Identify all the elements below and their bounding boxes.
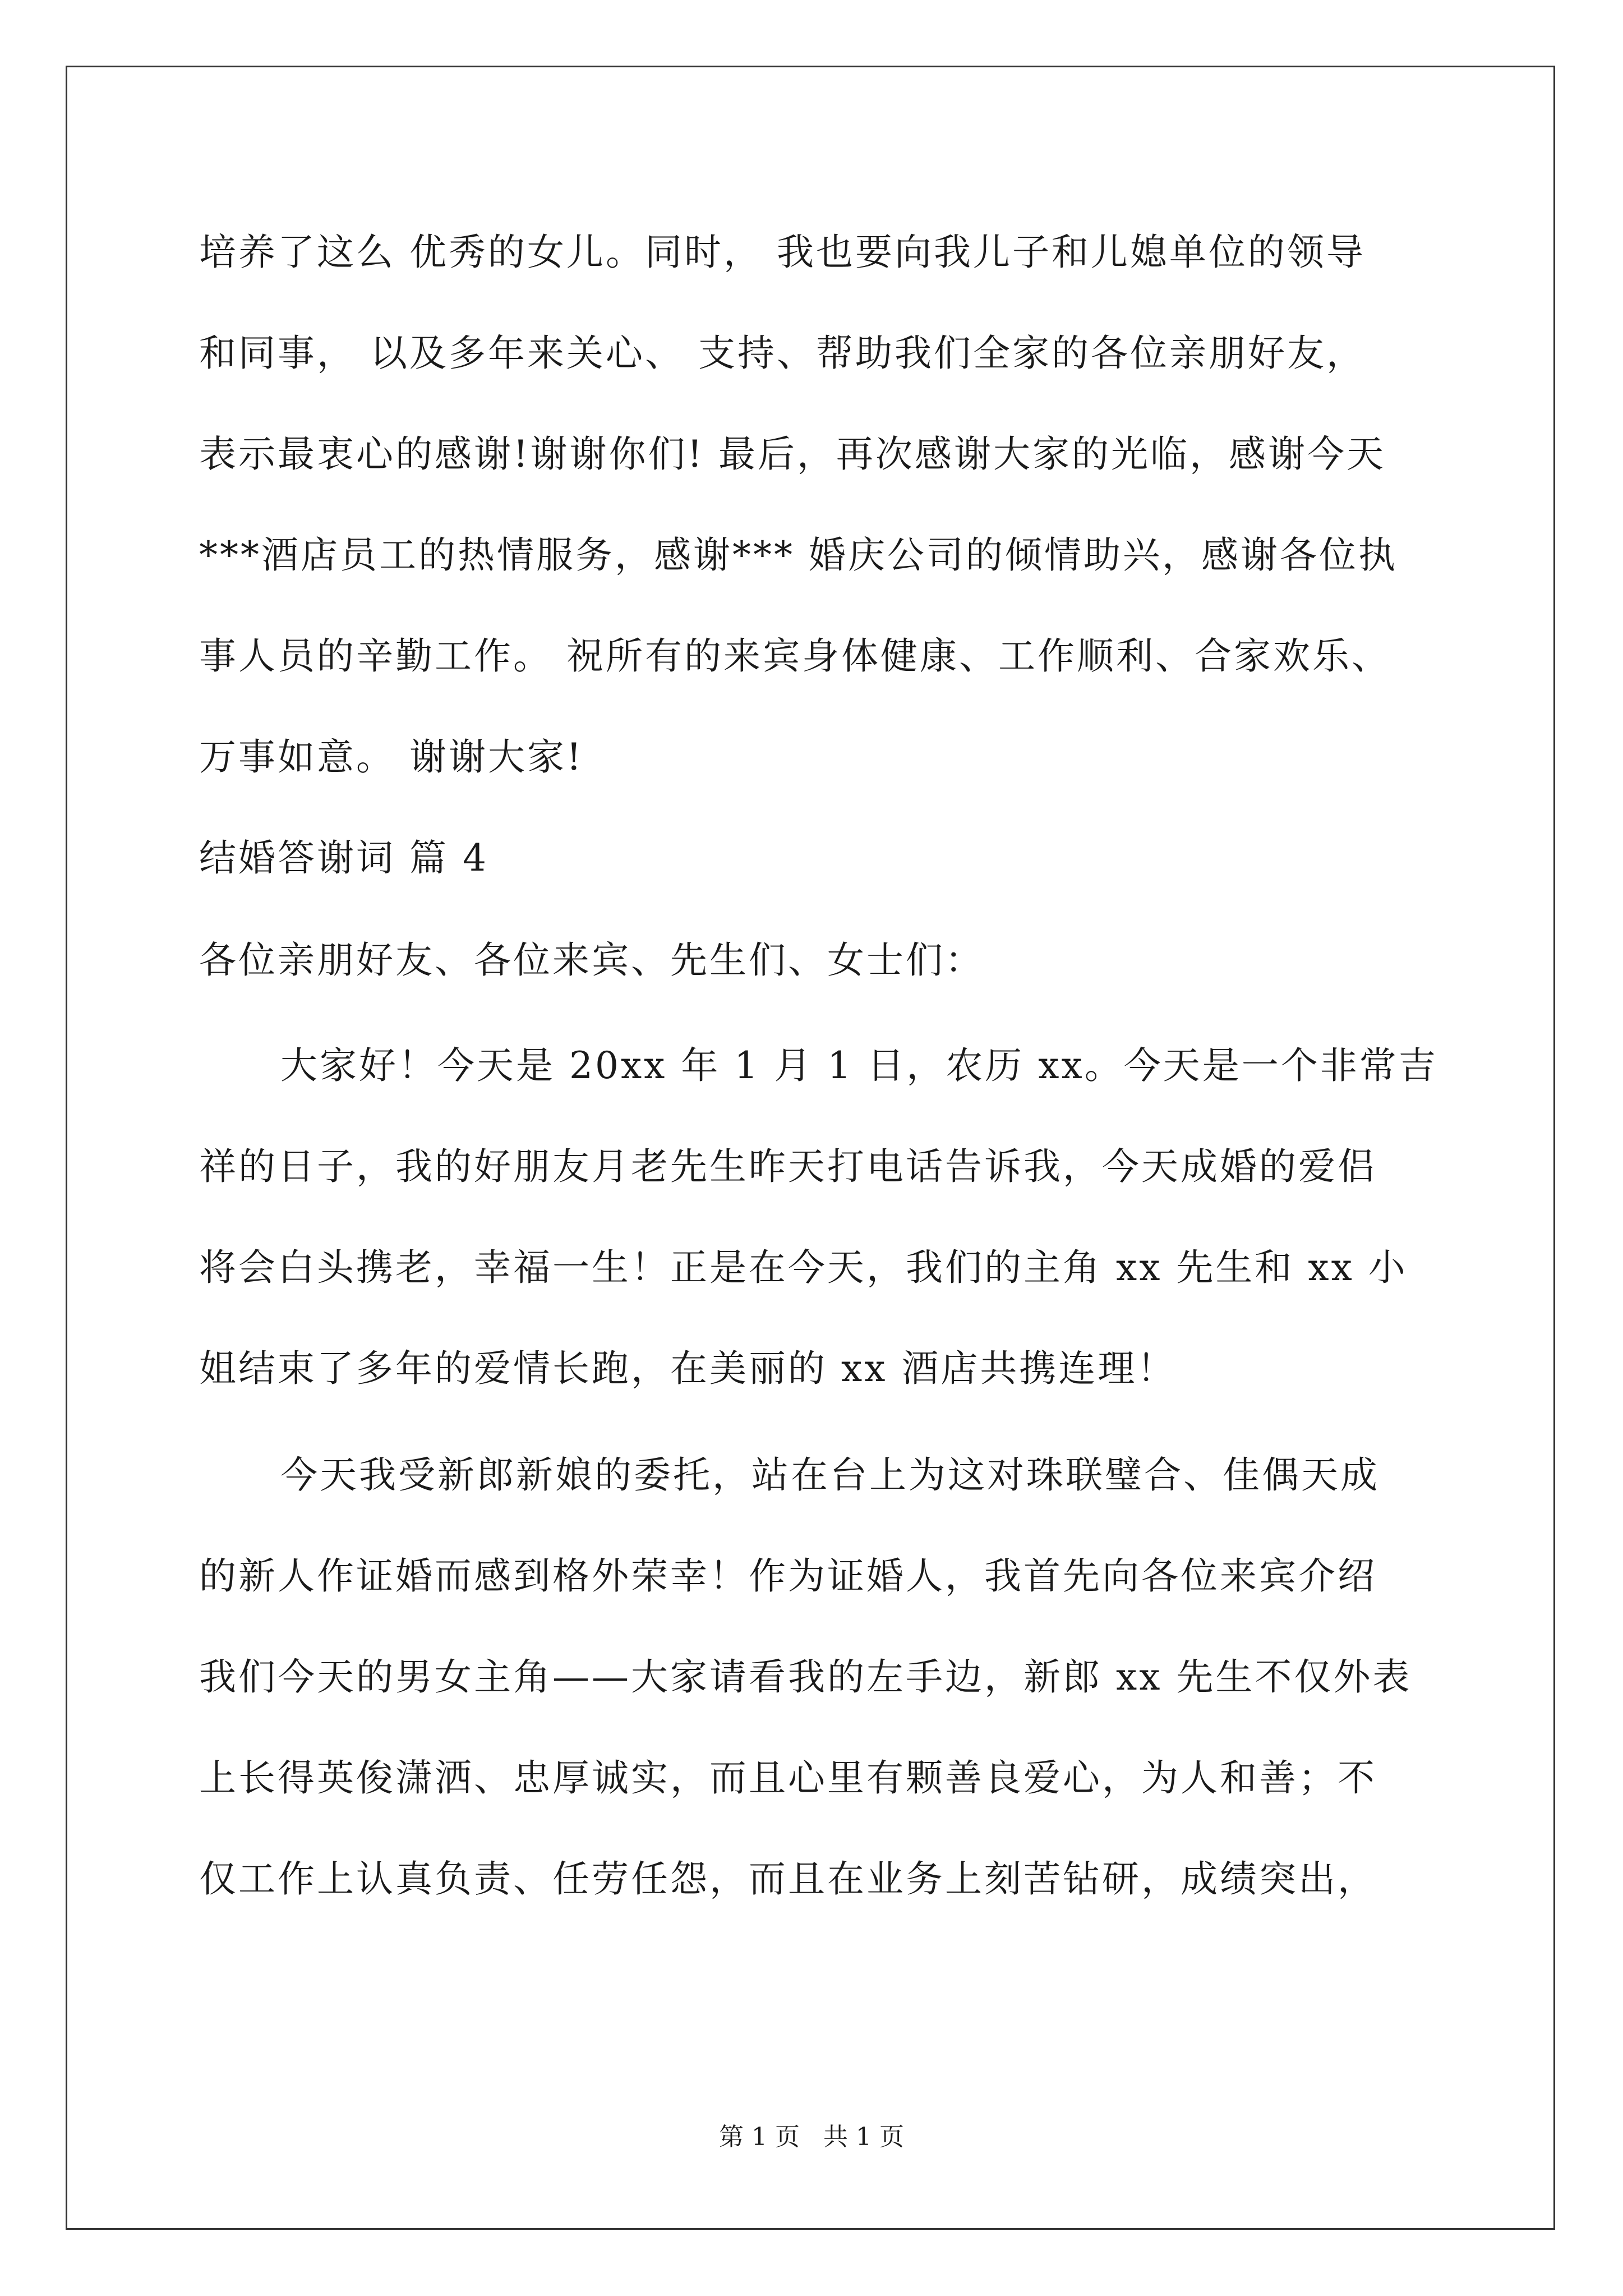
paragraph-line: 今天我受新郎新娘的委托，站在台上为这对珠联璧合、佳偶天成 (280, 1453, 1380, 1497)
page-footer: 第 1 页 共 1 页 (719, 2123, 904, 2151)
paragraph-line: ***酒店员工的热情服务，感谢*** 婚庆公司的倾情助兴，感谢各位执 (199, 533, 1398, 577)
paragraph-line: 仅工作上认真负责、任劳任怨，而且在业务上刻苦钻研，成绩突出， (199, 1857, 1377, 1901)
paragraph-line: 上长得英俊潇洒、忠厚诚实，而且心里有颗善良爱心，为人和善；不 (199, 1756, 1377, 1800)
section-heading: 结婚答谢词 篇 4 (199, 836, 488, 880)
salutation: 各位亲朋好友、各位来宾、先生们、女士们： (199, 938, 984, 982)
paragraph-line: 将会白头携老，幸福一生！正是在今天，我们的主角 xx 先生和 xx 小 (199, 1246, 1408, 1289)
paragraph-line: 万事如意。 谢谢大家! (199, 735, 584, 779)
paragraph-line: 和同事， 以及多年来关心、 支持、帮助我们全家的各位亲朋好友， (199, 332, 1366, 375)
paragraph-line: 的新人作证婚而感到格外荣幸！作为证婚人，我首先向各位来宾介绍 (199, 1554, 1377, 1598)
paragraph-line: 表示最衷心的感谢!谢谢你们! 最后，再次感谢大家的光临，感谢今天 (199, 432, 1386, 476)
paragraph-line: 事人员的辛勤工作。 祝所有的来宾身体健康、工作顺利、合家欢乐、 (199, 634, 1391, 678)
paragraph-line: 祥的日子，我的好朋友月老先生昨天打电话告诉我，今天成婚的爱侣 (199, 1145, 1377, 1188)
paragraph-line: 我们今天的男女主角——大家请看我的左手边，新郎 xx 先生不仅外表 (199, 1655, 1412, 1699)
paragraph-line: 大家好！今天是 20xx 年 1 月 1 日，农历 xx。今天是一个非常吉 (280, 1044, 1438, 1087)
paragraph-line: 姐结束了多年的爱情长跑，在美丽的 xx 酒店共携连理！ (199, 1347, 1177, 1390)
paragraph-line: 培养了这么 优秀的女儿。同时， 我也要向我儿子和儿媳单位的领导 (199, 231, 1366, 274)
